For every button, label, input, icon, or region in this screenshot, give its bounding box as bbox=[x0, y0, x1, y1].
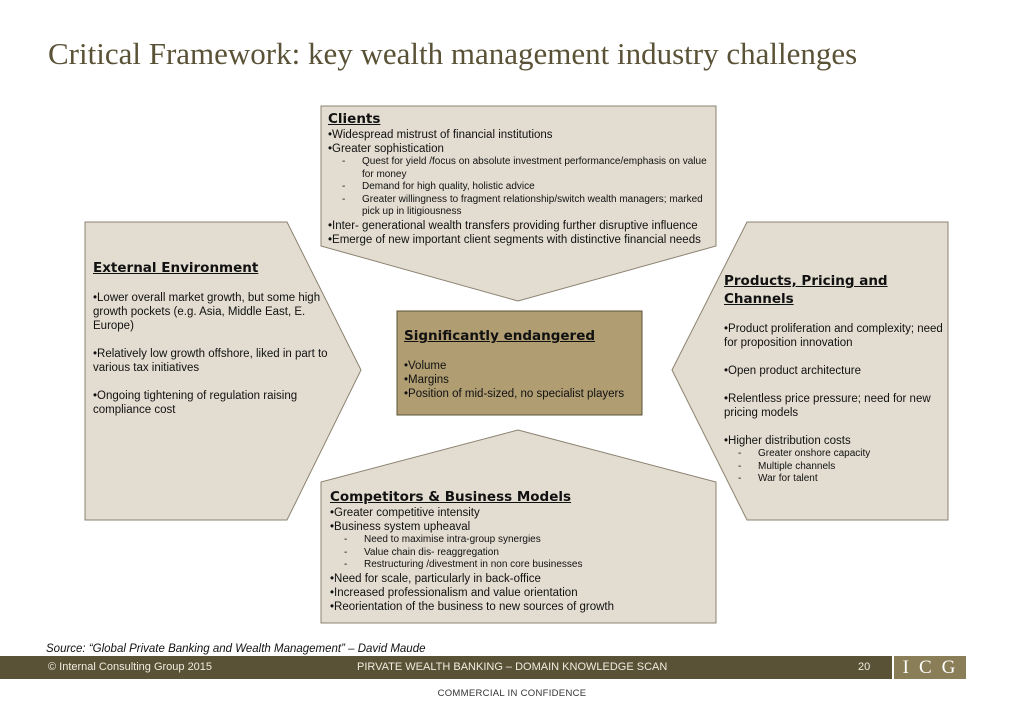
competitors-heading: Competitors & Business Models bbox=[330, 489, 572, 505]
external-panel bbox=[93, 259, 329, 417]
external-heading: External Environment bbox=[93, 260, 259, 276]
center-panel bbox=[404, 327, 639, 401]
external-item: •Relatively low growth offshore, liked in part to various tax initiatives bbox=[93, 348, 328, 374]
clients-panel bbox=[328, 110, 714, 247]
logo-letter: C bbox=[918, 656, 934, 678]
products-item: •Product proliferation and complexity; need for proposition innovation bbox=[724, 323, 943, 349]
center-item: •Volume bbox=[404, 360, 447, 372]
confidentiality-note: COMMERCIAL IN CONFIDENCE bbox=[437, 688, 587, 699]
footer-title: PIRVATE WEALTH BANKING – DOMAIN KNOWLEDGE SCAN bbox=[357, 661, 668, 673]
page-number: 20 bbox=[858, 661, 871, 673]
footer-copyright: © Internal Consulting Group 2015 bbox=[48, 661, 213, 673]
clients-item: •Greater sophistication bbox=[328, 143, 444, 155]
clients-item: •Emerge of new important client segments with distinctive financial needs bbox=[328, 233, 701, 246]
products-heading: Products, Pricing and Channels bbox=[724, 273, 888, 307]
clients-list bbox=[328, 128, 714, 247]
products-subitem: - War for talent bbox=[724, 473, 944, 486]
competitors-list bbox=[330, 506, 714, 614]
clients-subitem: - Demand for high quality, holistic advice bbox=[328, 181, 714, 194]
logo-letter: G bbox=[941, 656, 958, 678]
center-item: •Margins bbox=[404, 374, 449, 386]
clients-heading: Clients bbox=[328, 111, 381, 127]
competitors-panel bbox=[330, 488, 714, 614]
clients-subitem: - Quest for yield /focus on absolute investment performance/emphasis on value for money bbox=[328, 156, 714, 181]
competitors-item: •Need for scale, particularly in back-office bbox=[330, 572, 541, 585]
external-item: •Ongoing tightening of regulation raising compliance cost bbox=[93, 390, 298, 416]
page-title: Critical Framework: key wealth management industry challenges bbox=[48, 36, 858, 71]
products-list bbox=[724, 322, 944, 486]
products-item: •Open product architecture bbox=[724, 365, 861, 377]
competitors-subitem: - Restructuring /divestment in non core businesses bbox=[330, 559, 714, 572]
products-panel bbox=[724, 272, 944, 486]
center-heading: Significantly endangered bbox=[404, 328, 596, 344]
competitors-sublist bbox=[330, 534, 714, 572]
clients-subitem: - Greater willingness to fragment relationship/switch wealth managers; marked pick up in litigiousness bbox=[328, 194, 714, 219]
competitors-subitem: - Value chain dis- reaggregation bbox=[330, 547, 714, 560]
products-item: •Relentless price pressure; need for new pricing models bbox=[724, 393, 931, 419]
center-item: •Position of mid-sized, no specialist players bbox=[404, 388, 625, 400]
footer-bar bbox=[0, 656, 892, 679]
products-item: •Higher distribution costs bbox=[724, 435, 851, 447]
products-subitem: - Greater onshore capacity bbox=[724, 448, 944, 461]
logo-letter: I bbox=[902, 656, 911, 678]
products-subitem: - Multiple channels bbox=[724, 461, 944, 474]
icg-logo bbox=[894, 656, 966, 679]
competitors-item: •Greater competitive intensity bbox=[330, 507, 480, 519]
clients-item: •Inter- generational wealth transfers providing further disruptive influence bbox=[328, 219, 698, 232]
source-note: Source: “Global Private Banking and Wealth Management” – David Maude bbox=[46, 643, 426, 655]
clients-item: •Widespread mistrust of financial institutions bbox=[328, 129, 553, 141]
competitors-subitem: - Need to maximise intra-group synergies bbox=[330, 534, 714, 547]
products-sublist bbox=[724, 448, 944, 486]
competitors-item: •Increased professionalism and value orientation bbox=[330, 586, 578, 599]
competitors-item: •Reorientation of the business to new sources of growth bbox=[330, 600, 615, 613]
competitors-item: •Business system upheaval bbox=[330, 521, 471, 533]
external-item: •Lower overall market growth, but some high growth pockets (e.g. Asia, Middle East, E. Europe) bbox=[93, 292, 321, 332]
clients-sublist bbox=[328, 156, 714, 219]
